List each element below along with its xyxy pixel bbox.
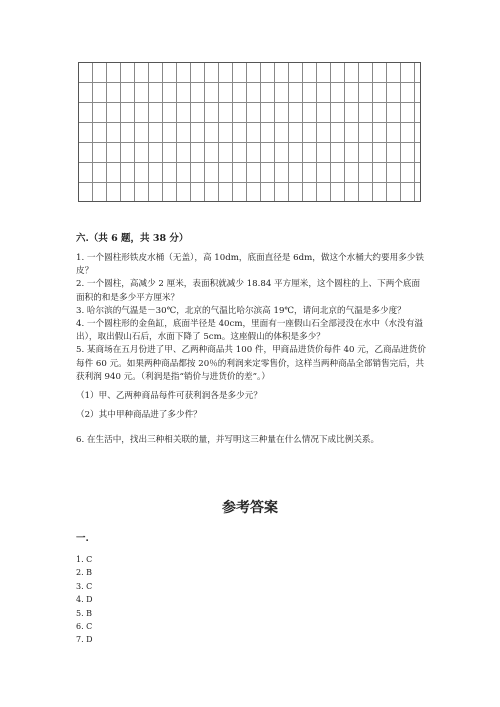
answer-list [76, 553, 93, 647]
answer-item: 6. C [76, 622, 93, 632]
answer-title: 参考答案 [222, 500, 278, 516]
question-4: 4. 一个圆柱形的金鱼缸，底面半径是 40cm，里面有一座假山石全部浸没在水中（水没有溢出），取出假山石后，水面下降了 5cm。这座假山的体积是多少？ [76, 319, 423, 343]
answer-part-heading: 一. [76, 533, 89, 544]
answer-item: 2. B [76, 568, 93, 578]
answer-item: 1. C [76, 555, 93, 564]
answer-grid [78, 62, 421, 202]
question-2: 2. 一个圆柱，高减少 2 厘米，表面积就减少 18.84 平方厘米，这个圆柱的上、下两个底面面积的和是多少平方厘米？ [76, 279, 421, 303]
sub-question-2: （2）其中甲种商品进了多少件？ [76, 410, 202, 421]
question-6: 6. 在生活中，找出三种相关联的量，并写明这三种量在什么情况下成比例关系。 [76, 435, 380, 446]
answer-item: 3. C [76, 581, 93, 591]
question-5: 5. 某商场在五月份进了甲、乙两种商品共 100 件，甲商品进货价每件 40 元，乙商品进货价每件 60 元。如果两种商品都按 20％的利润来定零售价，这样当两种商品全部销售完后，共获利润 940 元。（利润是指“销价与进货价的差”。） [76, 345, 426, 382]
section-heading: 六.（共 6 题，共 38 分） [76, 233, 189, 244]
question-list [76, 252, 428, 448]
sub-question-1: （1）甲、乙两种商品每件可获利润各是多少元？ [76, 391, 262, 402]
answer-item: 7. D [76, 635, 93, 645]
answer-item: 4. D [76, 595, 93, 605]
answer-item: 5. B [76, 608, 93, 618]
question-1: 1. 一个圆柱形铁皮水桶（无盖），高 10dm，底面直径是 6dm，做这个水桶大约要用多少铁皮？ [76, 253, 424, 277]
question-3: 3. 哈尔滨的气温是－30℃，北京的气温比哈尔滨高 19℃，请问北京的气温是多少度？ [76, 305, 406, 316]
